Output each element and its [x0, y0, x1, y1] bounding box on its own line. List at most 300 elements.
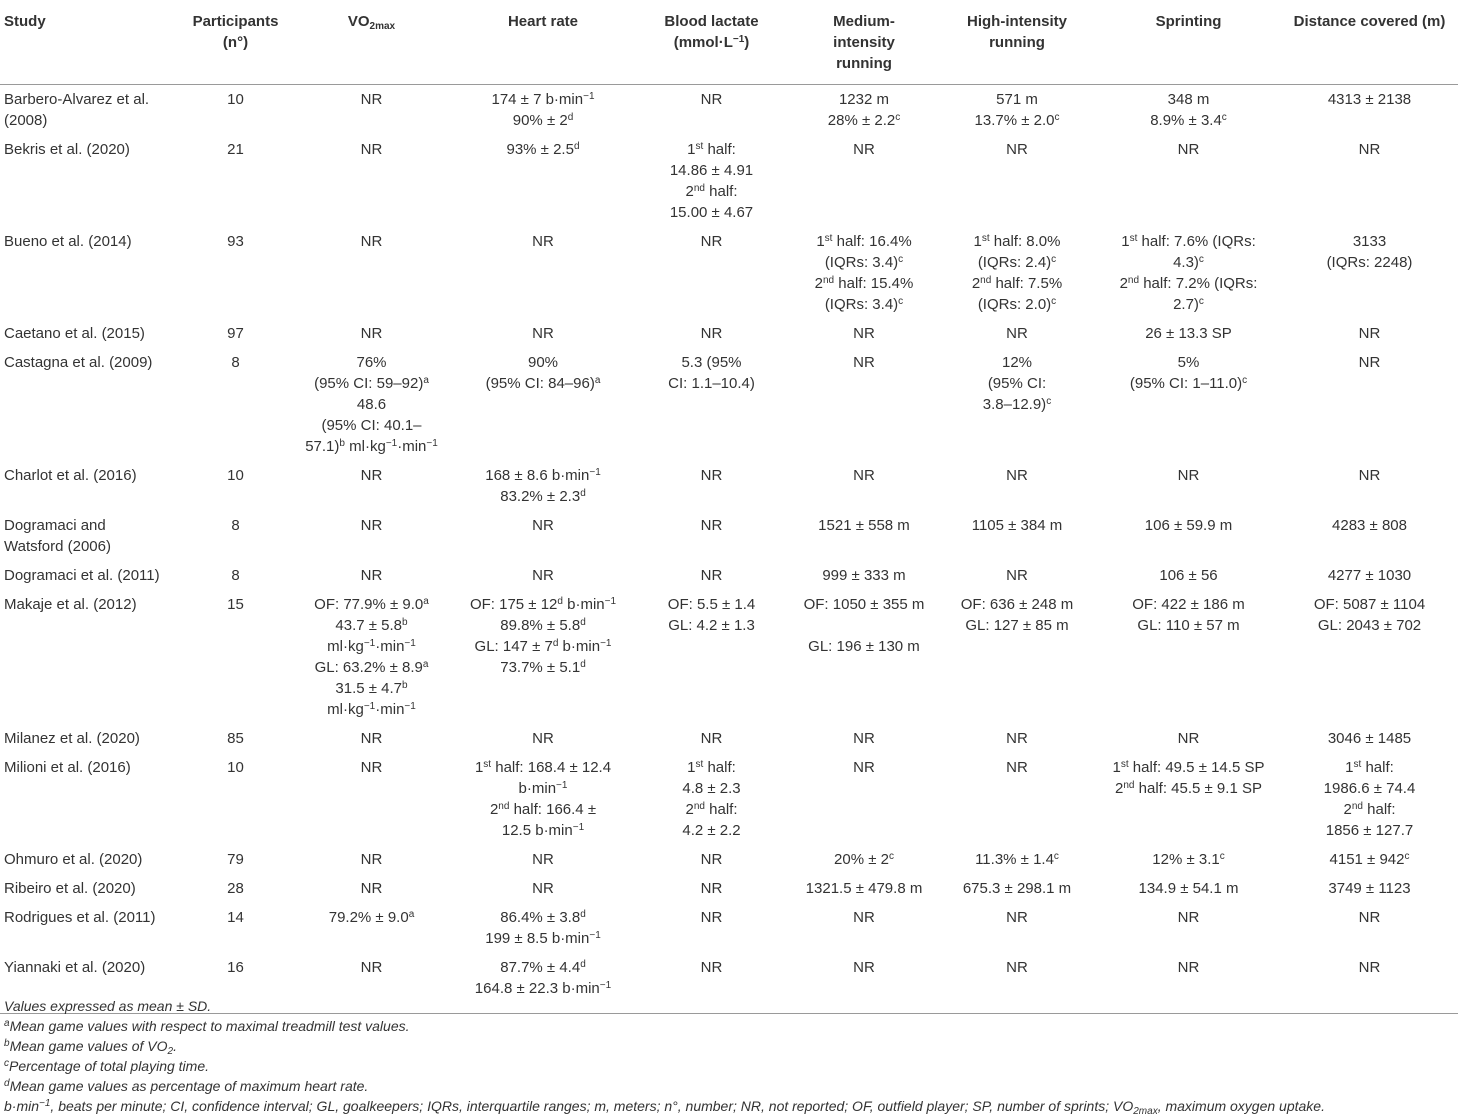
footnote: $^c$Percentage of total playing time. [4, 1058, 210, 1074]
cell-line: 2nd half: [685, 801, 738, 818]
cell-line: Barbero-Alvarez et al. [4, 91, 150, 108]
cell-line: GL: 110 ± 57 m [1137, 617, 1240, 634]
cell-line: (95% CI: 59–92)$^a$ [314, 375, 429, 392]
cell-line: GL: 63.2% ± 8.9$^a$ [314, 659, 429, 676]
cell-line: (IQRs: 3.4)$^c$ [824, 254, 904, 271]
cell-line: 14 [227, 909, 244, 926]
cell-line: 3749 ± 1123 [1328, 880, 1411, 897]
cell-line: Dogramaci et al. (2011) [4, 567, 160, 584]
cell-line: 4277 ± 1030 [1327, 567, 1412, 584]
column-header-vo2max [290, 0, 453, 85]
cell-line: NR [853, 354, 875, 371]
cell-sprinting [1096, 753, 1281, 845]
cell-line: 2.7)$^c$ [1173, 296, 1204, 313]
cell-line: 3.8–12.9)$^c$ [982, 396, 1052, 413]
cell-line: NR [700, 517, 723, 534]
cell-line: 1986.6 ± 74.4 [1323, 780, 1416, 797]
cell-blood-lactate [633, 135, 790, 227]
footnote: $^d$Mean game values as percentage of maximum heart rate. [4, 1078, 369, 1094]
cell-high-intensity [938, 561, 1096, 590]
cell-line: $4151 \pm 942^c$ [1329, 851, 1410, 868]
cell-line: 1st half: 7.6% (IQRs: [1121, 233, 1256, 250]
cell-vo2max [290, 85, 453, 136]
cell-line: Makaje et al. (2012) [4, 596, 137, 613]
cell-line: (95% CI: [987, 375, 1047, 392]
cell-line: 79 [227, 851, 244, 868]
cell-medium-intensity [790, 724, 938, 753]
cell-line: 168 ± 8.6 $b\cdot\min^{-1}$ [485, 467, 601, 484]
cell-high-intensity [938, 753, 1096, 845]
table-row [0, 753, 1458, 845]
cell-line: Rodrigues et al. (2011) [4, 909, 156, 926]
cell-line: NR [1177, 730, 1200, 747]
cell-line: NR [1177, 909, 1200, 926]
cell-vo2max [290, 753, 453, 845]
cell-line: Bueno et al. (2014) [4, 233, 132, 250]
cell-line: 79.2% ± 9.0$^a$ [328, 909, 415, 926]
cell-line: OF: 422 ± 186 m [1132, 596, 1245, 613]
cell-line: NR [1358, 141, 1381, 158]
cell-high-intensity [938, 135, 1096, 227]
cell-line: 28 [227, 880, 244, 897]
cell-line: 199 ± 8.5 $b\cdot\min^{-1}$ [485, 930, 601, 947]
cell-line: 1st half: [687, 141, 736, 158]
cell-study [0, 227, 181, 319]
cell-line: Castagna et al. (2009) [4, 354, 153, 371]
cell-line: 11.3% ± 1.4$^c$ [975, 851, 1059, 868]
cell-medium-intensity [790, 135, 938, 227]
table-row [0, 511, 1458, 561]
cell-line: 1321.5 ± 479.8 m [805, 880, 923, 897]
cell-line: NR [700, 233, 723, 250]
cell-line: 8.9% ± 3.4$^c$ [1150, 112, 1227, 129]
cell-line: NR [1358, 959, 1381, 976]
cell-line: NR [853, 141, 875, 158]
cell-medium-intensity [790, 845, 938, 874]
cell-line: 4.8 ± 2.3 [682, 780, 741, 797]
column-header-line: Sprinting [1155, 13, 1222, 30]
cell-study [0, 85, 181, 136]
column-header-line: running [989, 34, 1045, 51]
column-header-line: Study [4, 13, 46, 30]
table-row [0, 724, 1458, 753]
cell-sprinting [1096, 135, 1281, 227]
cell-vo2max [290, 461, 453, 511]
cell-line: 571 m [996, 91, 1038, 108]
cell-line: OF: 5.5 ± 1.4 [667, 596, 756, 613]
cell-line: $b\cdot\min^{-1}$ [518, 780, 568, 797]
column-header-line: Medium- [833, 13, 895, 30]
cell-vo2max [290, 319, 453, 348]
cell-study [0, 561, 181, 590]
cell-participants [181, 85, 290, 136]
cell-line: 106 ± 59.9 m [1144, 517, 1233, 534]
cell-line: 83.2% ± 2.3$^d$ [500, 488, 586, 505]
column-header-line: intensity [833, 34, 895, 51]
cell-line: Charlot et al. (2016) [4, 467, 137, 484]
cell-line: 14.86 ± 4.91 [669, 162, 754, 179]
cell-line: $ml\cdot kg^{-1}\cdot\min^{-1}$ [327, 638, 416, 655]
cell-study [0, 348, 181, 461]
cell-line: 1st half: 49.5 ± 14.5 SP [1112, 759, 1265, 776]
cell-heart-rate [453, 511, 633, 561]
cell-sprinting [1096, 561, 1281, 590]
cell-line: Milanez et al. (2020) [4, 730, 140, 747]
cell-line: 10 [227, 759, 244, 776]
cell-line: Caetano et al. (2015) [4, 325, 145, 342]
cell-line: 8 [231, 354, 240, 371]
column-header-line: High-intensity [967, 13, 1067, 30]
cell-line: 97 [227, 325, 244, 342]
cell-line: 106 ± 56 [1159, 567, 1218, 584]
cell-participants [181, 724, 290, 753]
cell-participants [181, 135, 290, 227]
cell-line: NR [1358, 354, 1381, 371]
cell-participants [181, 348, 290, 461]
cell-line: 12% ± 3.1$^c$ [1152, 851, 1225, 868]
cell-line: 5.3 (95% [681, 354, 742, 371]
cell-line: NR [1006, 141, 1028, 158]
cell-line: NR [853, 959, 875, 976]
cell-blood-lactate [633, 903, 790, 953]
cell-line: NR [532, 567, 554, 584]
cell-line: Watsford (2006) [4, 538, 111, 555]
cell-line: 48.6 [356, 396, 387, 413]
cell-line: (95% CI: 1–11.0)$^c$ [1129, 375, 1248, 392]
cell-distance [1281, 753, 1458, 845]
cell-medium-intensity [790, 319, 938, 348]
cell-line: OF: 636 ± 248 m [960, 596, 1074, 613]
cell-blood-lactate [633, 348, 790, 461]
cell-distance [1281, 845, 1458, 874]
cell-line: 12.5 $b\cdot\min^{-1}$ [501, 822, 585, 839]
cell-medium-intensity [790, 903, 938, 953]
cell-heart-rate [453, 85, 633, 136]
cell-line: NR [360, 959, 383, 976]
cell-distance [1281, 590, 1458, 724]
cell-line: Bekris et al. (2020) [4, 141, 130, 158]
cell-line: 4313 ± 2138 [1327, 91, 1412, 108]
cell-line: 28% ± 2.2$^c$ [827, 112, 901, 129]
cell-line: NR [532, 233, 554, 250]
cell-line: 16 [227, 959, 244, 976]
cell-line: NR [360, 730, 383, 747]
cell-distance [1281, 227, 1458, 319]
cell-study [0, 903, 181, 953]
table-row [0, 85, 1458, 136]
cell-heart-rate [453, 461, 633, 511]
cell-line: 1856 ± 127.7 [1325, 822, 1414, 839]
cell-high-intensity [938, 845, 1096, 874]
cell-line: Ribeiro et al. (2020) [4, 880, 136, 897]
cell-line: 4.3)$^c$ [1173, 254, 1204, 271]
column-header-line: running [836, 55, 892, 72]
cell-line: 675.3 ± 298.1 m [962, 880, 1072, 897]
cell-line: NR [360, 141, 383, 158]
cell-line: 13.7% ± 2.0$^c$ [974, 112, 1060, 129]
cell-line: 76% [356, 354, 387, 371]
cell-line: NR [532, 730, 554, 747]
cell-participants [181, 461, 290, 511]
cell-distance [1281, 135, 1458, 227]
cell-line: NR [1358, 325, 1381, 342]
cell-sprinting [1096, 724, 1281, 753]
cell-line: 4.2 ± 2.2 [682, 822, 741, 839]
cell-heart-rate [453, 319, 633, 348]
cell-line: NR [1358, 467, 1381, 484]
column-header-line: (n°) [222, 34, 249, 51]
footnote: $b\cdot\min^{-1}$, beats per minute; CI, confidence interval; GL, goalkeepers; IQRs, interquartile ranges; m, meters; n°, number; NR, not reported; OF, outfield player; SP, number of sprints; $VO_{2max}$, maximum oxygen uptake. [4, 1098, 1325, 1117]
cell-blood-lactate [633, 461, 790, 511]
cell-line: 1st half: 8.0% [973, 233, 1061, 250]
cell-line: 2nd half: 7.5% [971, 275, 1063, 292]
cell-blood-lactate [633, 561, 790, 590]
cell-distance [1281, 874, 1458, 903]
cell-line: (IQRs: 3.4)$^c$ [824, 296, 904, 313]
cell-line: NR [532, 880, 554, 897]
cell-study [0, 590, 181, 724]
cell-heart-rate [453, 561, 633, 590]
cell-study [0, 135, 181, 227]
cell-line: 348 m [1167, 91, 1210, 108]
cell-study [0, 874, 181, 903]
cell-line: 1st half: [1345, 759, 1394, 776]
cell-line: 2nd half: 45.5 ± 9.1 SP [1115, 780, 1262, 797]
cell-heart-rate [453, 845, 633, 874]
cell-line: 31.5 ± 4.7$^b$ [335, 680, 408, 697]
cell-line: 3133 [1352, 233, 1387, 250]
table-row [0, 348, 1458, 461]
cell-line: NR [360, 325, 383, 342]
cell-line: 10 [227, 467, 244, 484]
footnote: $^b$Mean game values of $VO_2$. [4, 1038, 177, 1057]
cell-sprinting [1096, 903, 1281, 953]
column-header-participants [181, 0, 290, 85]
cell-line: NR [1358, 909, 1381, 926]
cell-line: 1232 m [838, 91, 890, 108]
cell-line: 2nd half: [685, 183, 738, 200]
header-row [0, 0, 1458, 85]
cell-distance [1281, 903, 1458, 953]
cell-line: 15.00 ± 4.67 [669, 204, 754, 221]
cell-distance [1281, 85, 1458, 136]
cell-line: OF: 5087 ± 1104 [1313, 596, 1426, 613]
cell-heart-rate [453, 348, 633, 461]
table-row [0, 590, 1458, 724]
cell-high-intensity [938, 319, 1096, 348]
cell-high-intensity [938, 85, 1096, 136]
cell-line: 85 [227, 730, 244, 747]
cell-study [0, 511, 181, 561]
cell-participants [181, 845, 290, 874]
column-header-line: Heart rate [507, 13, 579, 30]
cell-line: NR [360, 759, 383, 776]
cell-line: OF: 77.9% ± 9.0$^a$ [314, 596, 429, 613]
cell-line: NR [360, 851, 383, 868]
cell-line: 12% [1001, 354, 1033, 371]
column-header-high-intensity [938, 0, 1096, 85]
cell-participants [181, 874, 290, 903]
table-row [0, 845, 1458, 874]
cell-vo2max [290, 874, 453, 903]
cell-line: 93% ± 2.5$^d$ [506, 141, 580, 158]
cell-vo2max [290, 724, 453, 753]
cell-distance [1281, 511, 1458, 561]
cell-sprinting [1096, 461, 1281, 511]
cell-blood-lactate [633, 845, 790, 874]
cell-line: NR [360, 233, 383, 250]
cell-line: NR [700, 325, 723, 342]
cell-sprinting [1096, 85, 1281, 136]
cell-line: 5% [1177, 354, 1200, 371]
cell-line: CI: 1.1–10.4) [668, 375, 755, 392]
cell-line: NR [700, 909, 723, 926]
cell-line: 2nd half: [1343, 801, 1396, 818]
table-row [0, 561, 1458, 590]
cell-line: (IQRs: 2248) [1326, 254, 1413, 271]
table-row [0, 874, 1458, 903]
cell-line: NR [853, 325, 875, 342]
cell-line: NR [360, 517, 383, 534]
cell-line: NR [700, 880, 723, 897]
cell-line: NR [853, 467, 875, 484]
cell-heart-rate [453, 135, 633, 227]
cell-line: 21 [227, 141, 244, 158]
cell-study [0, 319, 181, 348]
cell-blood-lactate [633, 874, 790, 903]
cell-line: (IQRs: 2.4)$^c$ [977, 254, 1057, 271]
cell-line: OF: $175 \pm 12^d$ $b\cdot\min^{-1}$ [469, 596, 617, 613]
cell-medium-intensity [790, 561, 938, 590]
cell-line: NR [360, 467, 383, 484]
cell-medium-intensity [790, 590, 938, 724]
cell-line: 174 ± 7 $b\cdot\min^{-1}$ [491, 91, 595, 108]
cell-line: 2nd half: 166.4 ± [489, 801, 597, 818]
cell-line: NR [700, 851, 723, 868]
cell-line [794, 615, 934, 636]
cell-high-intensity [938, 227, 1096, 319]
cell-participants [181, 561, 290, 590]
cell-line: NR [1006, 325, 1028, 342]
cell-distance [1281, 561, 1458, 590]
cell-vo2max [290, 511, 453, 561]
column-header-line: Participants [192, 13, 279, 30]
cell-line: (2008) [4, 112, 48, 129]
cell-line: GL: 127 ± 85 m [965, 617, 1069, 634]
cell-line: NR [700, 91, 723, 108]
cell-medium-intensity [790, 461, 938, 511]
footnote: Values expressed as mean ± SD. [4, 998, 212, 1014]
cell-participants [181, 590, 290, 724]
cell-vo2max [290, 845, 453, 874]
cell-sprinting [1096, 845, 1281, 874]
cell-medium-intensity [790, 85, 938, 136]
cell-line: OF: 1050 ± 355 m [803, 596, 925, 613]
cell-line: 1521 ± 558 m [818, 517, 910, 534]
cell-line: NR [360, 91, 383, 108]
cell-study [0, 724, 181, 753]
cell-line: NR [1177, 141, 1200, 158]
cell-line: Ohmuro et al. (2020) [4, 851, 143, 868]
cell-line: 1st half: 168.4 ± 12.4 [474, 759, 612, 776]
cell-line: NR [1006, 730, 1028, 747]
cell-sprinting [1096, 227, 1281, 319]
cell-line: (95% CI: 84–96)$^a$ [485, 375, 601, 392]
cell-line: NR [1006, 759, 1028, 776]
cell-study [0, 845, 181, 874]
column-header-line: Blood lactate [664, 13, 759, 30]
cell-line: 15 [227, 596, 244, 613]
cell-heart-rate [453, 590, 633, 724]
cell-vo2max [290, 590, 453, 724]
table-row [0, 135, 1458, 227]
cell-participants [181, 319, 290, 348]
cell-line: (IQRs: 2.0)$^c$ [977, 296, 1057, 313]
cell-medium-intensity [790, 753, 938, 845]
cell-sprinting [1096, 319, 1281, 348]
column-header-distance [1281, 0, 1458, 85]
cell-line: 3046 ± 1485 [1327, 730, 1412, 747]
cell-participants [181, 753, 290, 845]
cell-participants [181, 511, 290, 561]
cell-vo2max [290, 903, 453, 953]
cell-line: 999 ± 333 m [822, 567, 906, 584]
cell-line: 4283 ± 808 [1332, 517, 1407, 534]
cell-heart-rate [453, 903, 633, 953]
cell-heart-rate [453, 753, 633, 845]
cell-line: 90% [527, 354, 559, 371]
cell-line: NR [853, 759, 875, 776]
footnote: $^a$Mean game values with respect to maximal treadmill test values. [4, 1018, 410, 1034]
cell-line: 2nd half: 15.4% [814, 275, 914, 292]
cell-line: 73.7% ± 5.1$^d$ [500, 659, 586, 676]
cell-line: 43.7 ± 5.8$^b$ [335, 617, 408, 634]
cell-line: NR [853, 730, 875, 747]
cell-line: NR [1006, 567, 1028, 584]
cell-line: GL: 2043 ± 702 [1317, 617, 1422, 634]
cell-line: 87.7% ± 4.4$^d$ [500, 959, 586, 976]
cell-vo2max [290, 348, 453, 461]
cell-line: Yiannaki et al. (2020) [4, 959, 146, 976]
cell-blood-lactate [633, 85, 790, 136]
column-header-line: Distance covered (m) [1293, 13, 1446, 30]
cell-line: NR [532, 517, 554, 534]
cell-line: NR [700, 467, 723, 484]
cell-sprinting [1096, 511, 1281, 561]
table-row [0, 903, 1458, 953]
column-header-study [0, 0, 181, 85]
cell-high-intensity [938, 874, 1096, 903]
cell-blood-lactate [633, 753, 790, 845]
cell-line: 86.4% ± 3.8$^d$ [500, 909, 586, 926]
cell-blood-lactate [633, 511, 790, 561]
cell-line: 93 [227, 233, 244, 250]
cell-high-intensity [938, 724, 1096, 753]
column-header-sprinting [1096, 0, 1281, 85]
cell-high-intensity [938, 511, 1096, 561]
cell-line: NR [532, 851, 554, 868]
cell-medium-intensity [790, 348, 938, 461]
cell-sprinting [1096, 874, 1281, 903]
table-row [0, 319, 1458, 348]
cell-high-intensity [938, 903, 1096, 953]
cell-line: (95% CI: 40.1– [321, 417, 422, 434]
column-header-line: $VO_{2max}$ [347, 13, 396, 32]
cell-line: 8 [231, 517, 240, 534]
cell-sprinting [1096, 590, 1281, 724]
cell-line: 10 [227, 91, 244, 108]
cell-vo2max [290, 135, 453, 227]
